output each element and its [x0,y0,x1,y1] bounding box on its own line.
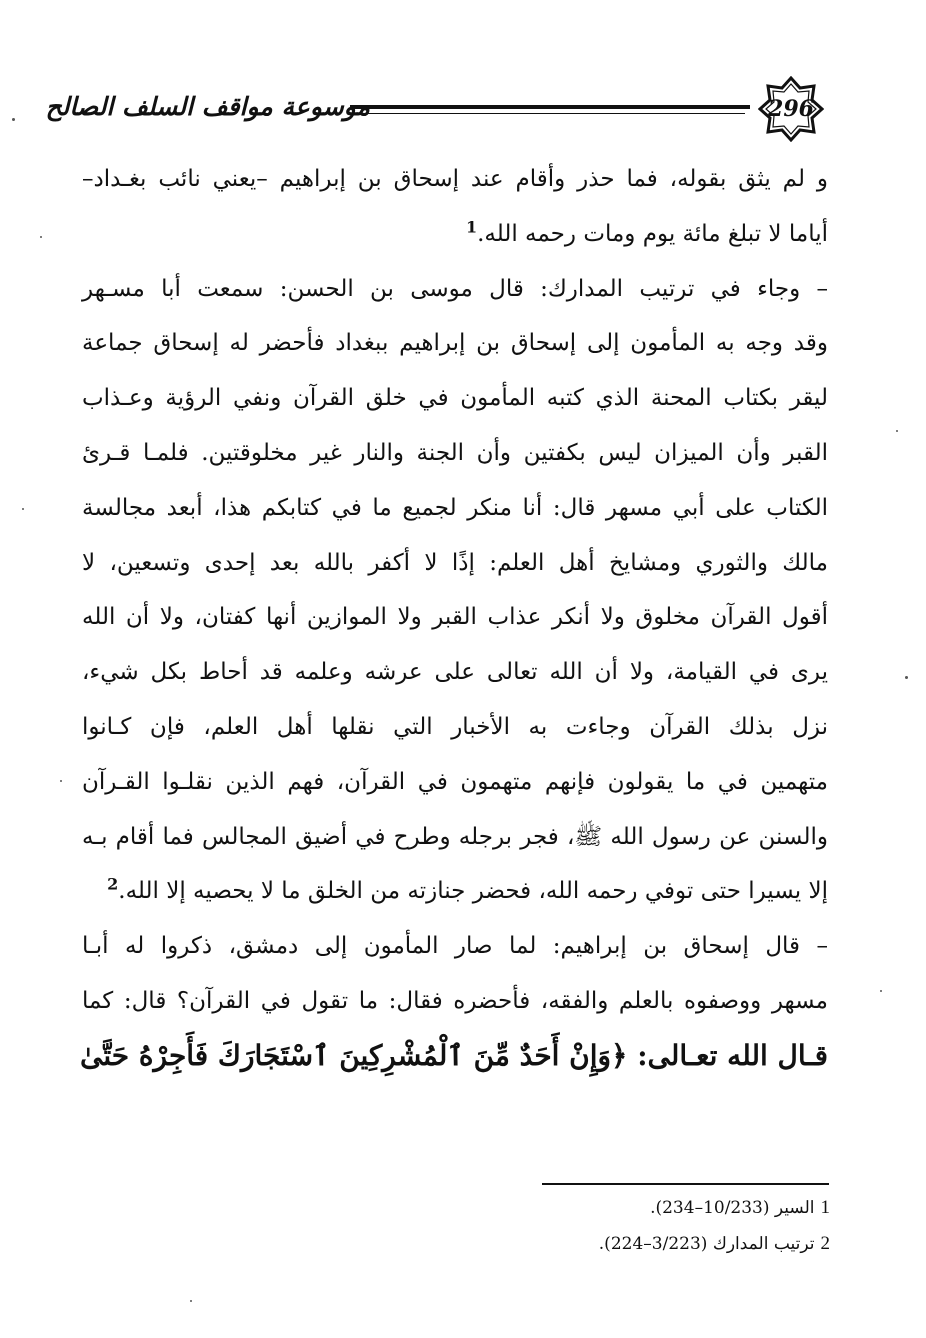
footnote-number: 2 [820,1233,830,1254]
footnote-separator [542,1183,829,1185]
footnote-ref-1[interactable]: 1 [465,217,478,237]
scan-speck [905,676,908,679]
text-line: أقول القرآن مخلوق ولا أنكر عذاب القبر ولا الموازين أنها كفتان، ولا أن الله [82,604,828,631]
main-text [79,152,828,1084]
text-line: – قال إسحاق بن إبراهيم: لما صار المأمون إلى دمشق، ذكروا له أبـا [82,933,828,960]
text-line: يرى في القيامة، ولا أن الله تعالى على عرشه وعلمه قد أحاط بكل شيء، [82,659,828,686]
text-line: نزل بذلك القرآن وجاءت به الأخبار التي نقلها أهل العلم، فإن كـانوا [82,713,828,740]
footnote-1 [420,1190,830,1226]
text-line [82,207,828,262]
header-rule [350,105,750,109]
text-line: والسنن عن رسول الله ﷺ، فجر برجله وطرح في أضيق المجالس فما أقام بـه [82,823,828,850]
text-line: مسهر ووصفوه بالعلم والفقه، فأحضره فقال: ما تقول في القرآن؟ قال: كما [82,987,828,1014]
text-line: متهمين في ما يقولون فإنهم متهمون في القرآن، فهم الذين نقلـوا القـرآن [82,768,828,795]
running-title: موسوعة مواقف السلف الصالح [45,92,370,121]
scan-speck [190,1300,192,1302]
text-line: ليقر بكتاب المحنة الذي كتبه المأمون في خلق القرآن ونفي الرؤية وعـذاب [82,385,828,412]
text-line: – وجاء في ترتيب المدارك: قال موسى بن الحسن: سمعت أبا مسـهر [82,275,828,302]
quran-verse-line: قـال الله تعـالى: ﴿وَإِنْ أَحَدٌ مِّنَ ٱلْمُشْرِكِينَ ٱسْتَجَارَكَ فَأَجِرْهُ حَتَّىٰ [79,1038,828,1072]
text-line: القبر وأن الميزان ليس بكفتين وأن الجنة والنار غير مخلوقتين. فلمـا قـرئ [82,439,828,466]
footnote-number: 1 [820,1197,830,1218]
footnote-text: السير (10/233–234). [650,1198,815,1218]
scan-speck [22,508,24,510]
scan-speck [60,780,62,782]
text-line-content: إلا يسيرا حتى توفي رحمه الله، فحضر جنازته من الخلق ما لا يحصيه إلا الله. [118,878,828,905]
text-line: و لم يثق بقوله، فما حذر وأقام عند إسحاق بن إبراهيم –يعني نائب بغـداد– [82,166,828,192]
text-line [82,864,828,919]
footnote-text: ترتيب المدارك (3/223–224). [598,1234,815,1254]
scan-speck [896,430,898,432]
scan-speck [12,118,15,121]
scan-speck [880,990,882,992]
header-rule-thin [360,113,745,114]
text-line: وقد وجه به المأمون إلى إسحاق بن إبراهيم ببغداد فأحضر له إسحاق جماعة [82,330,828,357]
footnote-ref-2[interactable]: 2 [107,874,119,894]
footnotes [420,1190,830,1262]
page-header [45,74,860,144]
text-line: مالك والثوري ومشايخ أهل العلم: إذًا لا أكفر بالله بعد إحدى وتسعين، لا [82,549,828,576]
page-number-badge [758,76,824,142]
text-line: الكتاب على أبي مسهر قال: أنا منكر لجميع ما في كتابكم هذا، أبعد مجالسة [82,494,828,521]
page-number: 296 [768,96,814,122]
scan-speck [40,236,42,238]
text-line-content: أياما لا تبلغ مائة يوم ومات رحمه الله. [477,220,828,247]
footnote-2 [420,1226,830,1262]
